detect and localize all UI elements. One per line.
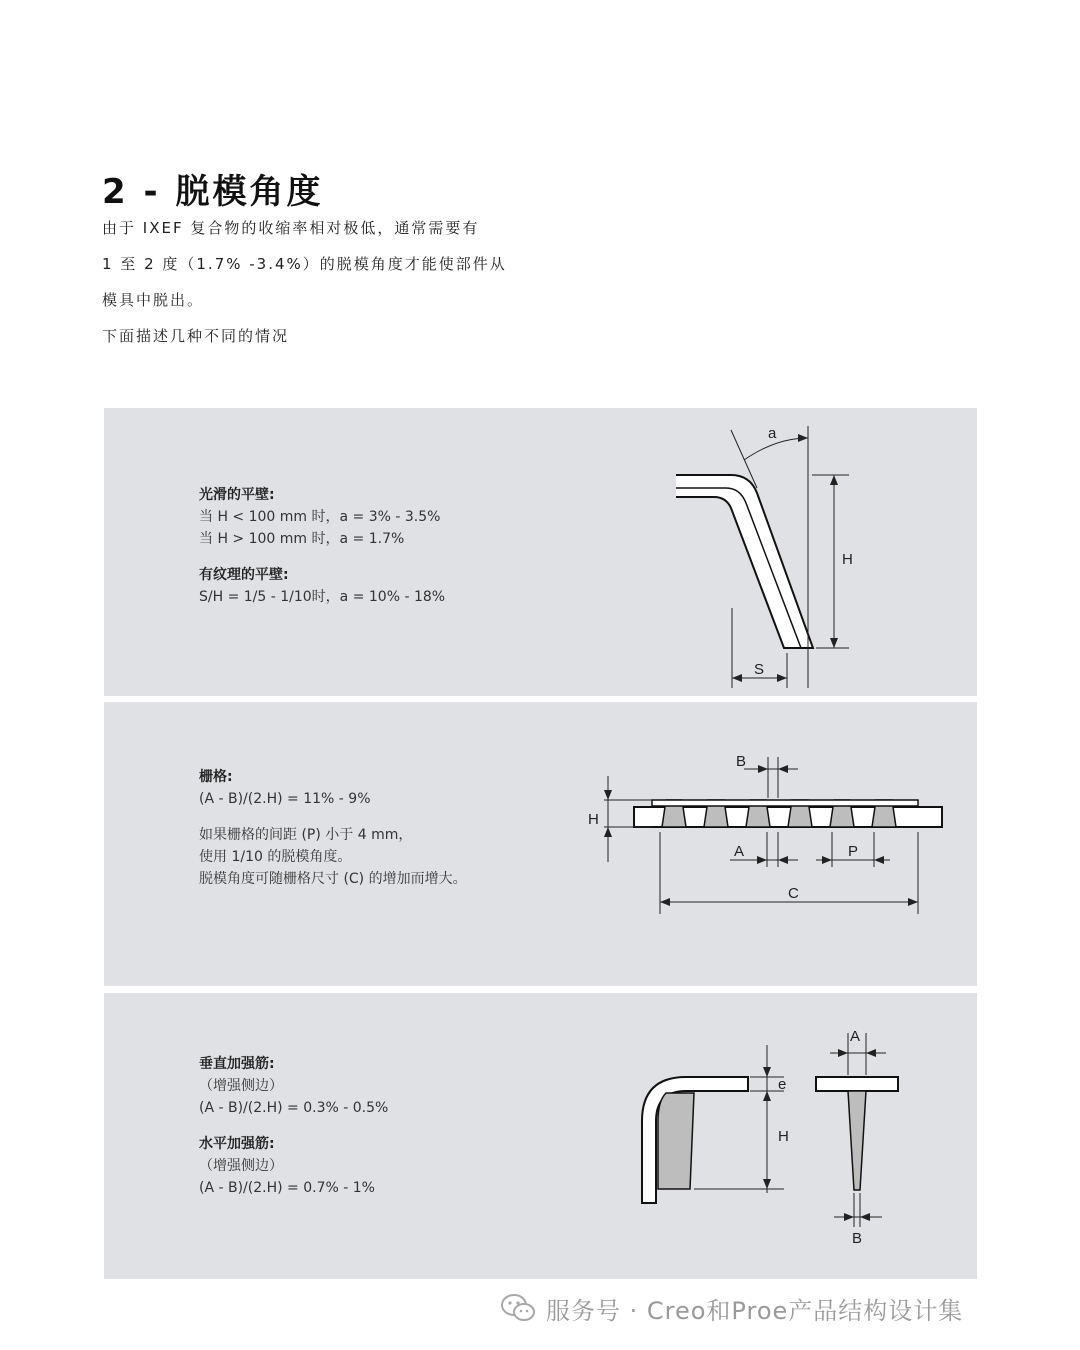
textured-wall-heading: 有纹理的平壁:: [199, 567, 289, 583]
textured-wall-line: S/H = 1/5 - 1/10时，a = 10% - 18%: [199, 589, 446, 605]
watermark-text: 服务号 · Creo和Proe产品结构设计集: [546, 1296, 964, 1325]
label-a: A: [850, 1028, 861, 1045]
panel-grid: [104, 702, 977, 986]
intro-paragraph: [102, 216, 702, 360]
smooth-wall-line: 当 H < 100 mm 时，a = 3% - 3.5%: [199, 509, 441, 525]
label-c: C: [788, 885, 799, 902]
grid-note: 脱模角度可随栅格尺寸 (C) 的增加而增大。: [199, 871, 467, 887]
vertical-rib-line: （增强侧边）: [199, 1078, 283, 1094]
label-h: H: [842, 551, 853, 568]
smooth-wall-heading: 光滑的平壁:: [199, 487, 275, 503]
ribs-diagram: [104, 993, 977, 1279]
grid-note: 如果栅格的间距 (P) 小于 4 mm，: [199, 827, 413, 843]
label-b: B: [736, 753, 747, 770]
label-s: S: [754, 661, 765, 678]
intro-line: 模具中脱出。: [102, 291, 205, 309]
label-h: H: [588, 811, 599, 828]
grid-heading: 栅格:: [199, 769, 233, 785]
watermark-footer: [500, 1290, 963, 1326]
draft-wall-diagram: [104, 408, 977, 696]
panel-ribs: [104, 993, 977, 1279]
smooth-wall-line: 当 H > 100 mm 时，a = 1.7%: [199, 531, 405, 547]
label-b: B: [852, 1230, 863, 1247]
intro-line: 下面描述几种不同的情况: [102, 327, 290, 345]
horizontal-rib-line: (A - B)/(2.H) = 0.7% - 1%: [199, 1180, 375, 1196]
wechat-icon: [500, 1293, 536, 1323]
vertical-rib-heading: 垂直加强筋:: [199, 1056, 275, 1072]
horizontal-rib-line: （增强侧边）: [199, 1158, 283, 1174]
label-p: P: [848, 843, 859, 860]
label-h: H: [778, 1128, 789, 1145]
label-e: e: [778, 1076, 787, 1093]
label-a: A: [734, 843, 745, 860]
page-title: 2 - 脱模角度: [102, 172, 324, 212]
intro-line: 1 至 2 度（1.7% -3.4%）的脱模角度才能使部件从: [102, 255, 507, 273]
panel-flat-wall: [104, 408, 977, 696]
horizontal-rib-heading: 水平加强筋:: [199, 1136, 275, 1152]
label-a: a: [768, 425, 777, 442]
grid-diagram: [104, 702, 977, 986]
vertical-rib-line: (A - B)/(2.H) = 0.3% - 0.5%: [199, 1100, 389, 1116]
intro-line: 由于 IXEF 复合物的收缩率相对极低，通常需要有: [102, 219, 480, 237]
grid-note: 使用 1/10 的脱模角度。: [199, 849, 352, 865]
grid-formula: (A - B)/(2.H) = 11% - 9%: [199, 791, 371, 807]
